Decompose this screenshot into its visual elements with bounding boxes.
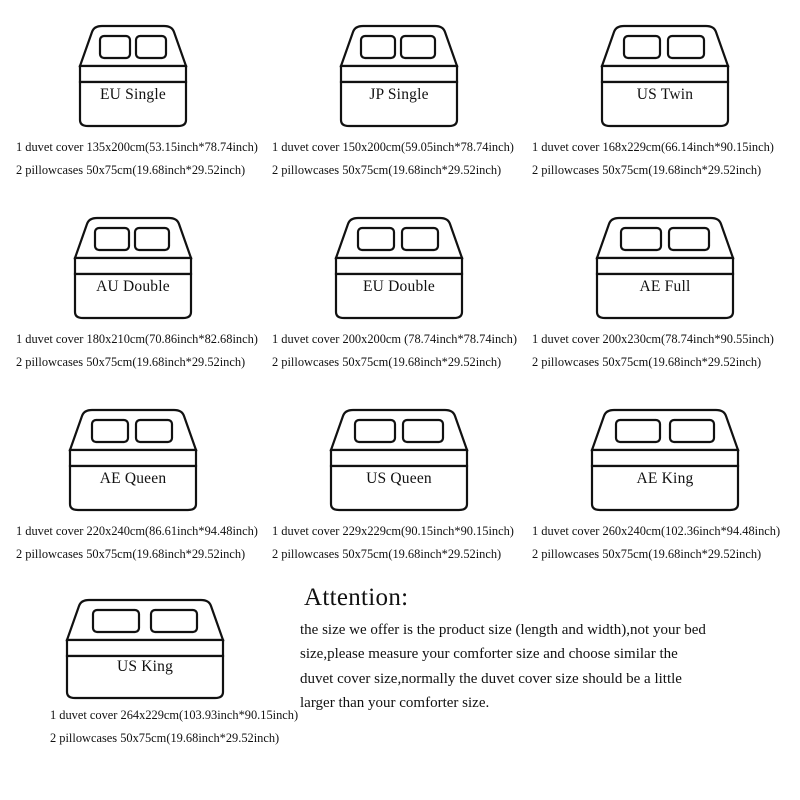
bed-illustration	[326, 200, 472, 320]
duvet-spec: 1 duvet cover 260x240cm(102.36inch*94.48inch)	[532, 524, 781, 538]
bed-label: US Queen	[366, 470, 432, 487]
bed-spec-lines	[266, 136, 532, 182]
bed-spec-lines	[532, 520, 798, 566]
bed-illustration-wrap	[0, 200, 266, 328]
bed-illustration	[582, 392, 748, 512]
bed-card-eu-single	[0, 8, 266, 200]
bed-illustration	[331, 8, 467, 128]
bed-illustration	[70, 8, 196, 128]
duvet-spec: 1 duvet cover 200x230cm(78.74inch*90.55inch)	[532, 332, 774, 346]
pillowcase-spec: 2 pillowcases 50x75cm(19.68inch*29.52inch)	[16, 162, 246, 177]
bed-illustration-wrap	[0, 8, 266, 136]
bed-illustration-wrap	[0, 392, 266, 520]
bed-illustration-wrap	[266, 200, 532, 328]
pillowcase-spec: 2 pillowcases 50x75cm(19.68inch*29.52inch)	[532, 546, 762, 561]
bed-illustration-wrap	[532, 392, 798, 520]
bed-spec-lines	[266, 520, 532, 566]
attention-note	[290, 584, 800, 784]
bed-spec-lines	[532, 136, 798, 182]
bed-card-ae-king	[532, 392, 798, 584]
bed-illustration	[587, 200, 743, 320]
duvet-spec: 1 duvet cover 200x200cm (78.74inch*78.74inch)	[272, 332, 518, 346]
pillowcase-spec: 2 pillowcases 50x75cm(19.68inch*29.52inch)	[272, 354, 502, 369]
pillowcase-spec: 2 pillowcases 50x75cm(19.68inch*29.52inch)	[272, 546, 502, 561]
bed-illustration-wrap	[266, 8, 532, 136]
bed-label: US King	[116, 658, 174, 675]
attention-line-1: the size we offer is the product size (length and width),not your bed	[300, 622, 706, 638]
bed-card-us-king	[0, 584, 299, 784]
bed-illustration-wrap	[266, 392, 532, 520]
bed-label: AE King	[636, 470, 694, 487]
pillowcase-spec: 2 pillowcases 50x75cm(19.68inch*29.52inch)	[532, 354, 762, 369]
pillowcase-spec: 2 pillowcases 50x75cm(19.68inch*29.52inch)	[272, 162, 502, 177]
bed-label: JP Single	[369, 86, 429, 103]
attention-line-4: larger than your comforter size.	[300, 694, 490, 711]
bed-card-ae-queen	[0, 392, 266, 584]
bed-label: EU Double	[363, 278, 435, 295]
pillowcase-spec: 2 pillowcases 50x75cm(19.68inch*29.52inch)	[16, 546, 246, 561]
bed-illustration	[60, 392, 206, 512]
bed-card-au-double	[0, 200, 266, 392]
bed-illustration	[57, 584, 233, 702]
bed-spec-lines	[266, 328, 532, 374]
bed-illustration	[65, 200, 201, 320]
duvet-spec: 1 duvet cover 180x210cm(70.86inch*82.68inch)	[16, 332, 258, 346]
duvet-spec: 1 duvet cover 220x240cm(86.61inch*94.48inch)	[16, 524, 258, 538]
bed-card-us-twin	[532, 8, 798, 200]
bed-label: AU Double	[96, 278, 170, 295]
bed-illustration-wrap	[532, 8, 798, 136]
duvet-spec: 1 duvet cover 264x229cm(103.93inch*90.15inch)	[50, 708, 299, 722]
attention-line-2: size,please measure your comforter size and choose similar the	[300, 646, 678, 663]
pillowcase-spec: 2 pillowcases 50x75cm(19.68inch*29.52inch)	[16, 354, 246, 369]
bed-spec-lines	[532, 328, 798, 374]
attention-body	[296, 618, 792, 715]
bed-card-ae-full	[532, 200, 798, 392]
bed-illustration	[592, 8, 738, 128]
bed-card-us-queen	[266, 392, 532, 584]
pillowcase-spec: 2 pillowcases 50x75cm(19.68inch*29.52inch)	[532, 162, 762, 177]
attention-line-3: duvet cover size,normally the duvet cover size should be a little	[300, 670, 682, 687]
bed-spec-lines	[0, 704, 299, 750]
bed-label: EU Single	[100, 86, 166, 103]
bottom-section	[0, 584, 800, 784]
duvet-spec: 1 duvet cover 150x200cm(59.05inch*78.74inch)	[272, 140, 514, 154]
pillowcase-spec: 2 pillowcases 50x75cm(19.68inch*29.52inch)	[50, 730, 280, 745]
bed-card-jp-single	[266, 8, 532, 200]
duvet-spec: 1 duvet cover 168x229cm(66.14inch*90.15inch)	[532, 140, 774, 154]
bed-illustration-wrap	[532, 200, 798, 328]
bed-card-eu-double	[266, 200, 532, 392]
attention-title: Attention:	[304, 584, 409, 611]
bed-illustration-wrap	[0, 584, 290, 704]
duvet-spec: 1 duvet cover 229x229cm(90.15inch*90.15inch)	[272, 524, 514, 538]
bed-label: US Twin	[636, 86, 694, 103]
bed-label: AE Queen	[99, 470, 167, 487]
bed-spec-lines	[0, 136, 266, 182]
bed-label: AE Full	[639, 278, 691, 295]
bed-illustration	[321, 392, 477, 512]
duvet-spec: 1 duvet cover 135x200cm(53.15inch*78.74inch)	[16, 140, 258, 154]
bed-spec-lines	[0, 520, 266, 566]
bed-spec-lines	[0, 328, 266, 374]
